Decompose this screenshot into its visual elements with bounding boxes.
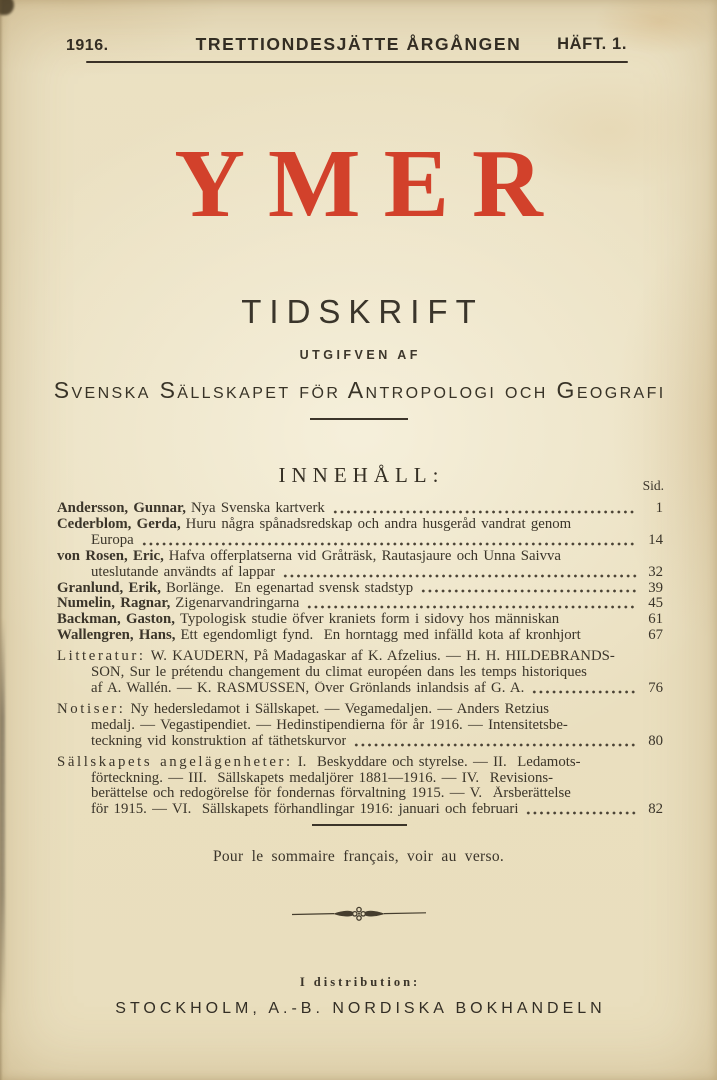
- leader-dots: [420, 587, 637, 594]
- toc-line: [57, 517, 663, 533]
- society-name: Svenska Sällskapet för Antropologi och Geografi: [53, 377, 666, 403]
- leader-dots: [525, 809, 637, 816]
- leader-dots: [332, 508, 637, 515]
- toc-entry-label: Cederblom, Gerda,: [57, 515, 181, 532]
- toc-entry-text: teckning vid konstruktion af täthetskurvor: [91, 733, 347, 749]
- toc-page-number: 82: [648, 801, 663, 818]
- toc-line: [57, 718, 663, 734]
- header-year: 1916.: [66, 37, 109, 54]
- toc-entry-text: I. Beskyddare och styrelse. — II. Ledamots-: [297, 754, 581, 770]
- toc-entries: [57, 501, 663, 818]
- toc-entry-text: förteckning. — III. Sällskapets medaljörer 1881—1916. — IV. Revisions-: [91, 770, 554, 786]
- toc-entry-text: Borlänge. En egenartad svensk stadstyp: [165, 580, 414, 596]
- toc-page-number: 45: [648, 595, 663, 612]
- toc-page-number: 80: [648, 732, 663, 749]
- toc-line: [57, 649, 663, 665]
- toc-entry: [57, 628, 663, 644]
- toc-line: [57, 802, 663, 818]
- toc-entry-text: Ny hedersledamot i Sällskapet. — Vegamedaljen. — Anders Retzius: [130, 701, 550, 717]
- toc-entry-text: W. KAUDERN, På Madagaskar af K. Afzelius. — H. H. HILDEBRANDS-: [150, 649, 615, 665]
- toc-entry: [57, 501, 663, 517]
- toc-entry-text: Typologisk studie öfver kraniets form i sidovy hos människan: [179, 612, 560, 628]
- header-rule: [86, 61, 628, 63]
- toc-entry-label: Litteratur:: [57, 648, 146, 665]
- toc-entry-label: Backman, Gaston,: [57, 611, 175, 628]
- toc-line: [57, 501, 663, 517]
- toc-entry-text: berättelse och redogörelse för fondernas förvaltning 1915. — V. Årsberättelse: [91, 786, 571, 802]
- leader-dots: [306, 603, 637, 610]
- toc-entry: [57, 517, 663, 549]
- toc-line: [57, 771, 663, 787]
- toc-entry: [57, 581, 663, 597]
- toc-line: [57, 533, 663, 549]
- leader-dots: [282, 572, 637, 579]
- toc-page-number: 61: [648, 611, 663, 628]
- toc-line: [57, 734, 663, 750]
- toc-page-number: 39: [648, 579, 663, 596]
- publisher-line: STOCKHOLM, A.-B. NORDISKA BOKHANDELN: [115, 1000, 606, 1017]
- toc-entry: [57, 596, 663, 612]
- toc-entry-text: SON, Sur le prétendu changement du climat européen dans les temps historiques: [91, 665, 587, 681]
- toc-entry-label: Granlund, Erik,: [57, 579, 161, 596]
- toc-entry: [57, 702, 663, 750]
- toc-entry-text: medalj. — Vegastipendiet. — Hedinstipendierna för år 1916. — Intensitetsbe-: [91, 717, 568, 733]
- journal-title: YMER: [174, 130, 566, 238]
- toc-entry-label: Wallengren, Hans,: [57, 627, 176, 644]
- toc-line: [57, 565, 663, 581]
- toc-line: [57, 581, 663, 597]
- toc-line: [57, 702, 663, 718]
- distribution-label: I distribution:: [299, 975, 421, 989]
- leader-dots: [141, 540, 637, 547]
- toc-entry-label: Sällskapets angelägenheter:: [57, 753, 293, 770]
- toc-entry-text: för 1915. — VI. Sällskapets förhandlingar 1916: januari och februari: [91, 802, 519, 818]
- toc-entry-text: Huru några spånadsredskap och andra husgeråd vandrat genom: [185, 516, 572, 532]
- toc-entry-label: von Rosen, Eric,: [57, 547, 164, 564]
- toc-entry-label: Notiser:: [57, 700, 126, 717]
- toc-entry-label: Andersson, Gunnar,: [57, 500, 186, 516]
- toc-line: [57, 596, 663, 612]
- toc-entry: [57, 755, 663, 819]
- toc-entry: [57, 612, 663, 628]
- toc-page-number: 67: [648, 627, 663, 644]
- toc-line: [57, 628, 663, 644]
- toc-entry-text: af A. Wallén. — K. RASMUSSEN, Över Grönlands inlandsis af G. A.: [91, 680, 525, 696]
- toc-bottom-rule: [312, 824, 407, 826]
- leader-dots: [561, 619, 637, 626]
- header-issue: HÄFT. 1.: [557, 35, 627, 53]
- journal-subtitle: TIDSKRIFT: [241, 293, 484, 330]
- toc-entry-text: Zigenarvandringarna: [175, 596, 300, 612]
- leader-dots: [531, 688, 637, 695]
- toc-line: [57, 549, 663, 565]
- toc-page-number: 1: [655, 500, 663, 516]
- society-rule: [310, 418, 408, 420]
- toc-line: [57, 681, 663, 697]
- toc-page-number: 76: [648, 679, 663, 696]
- toc-page-number: 14: [648, 531, 663, 548]
- toc-line: [57, 786, 663, 802]
- toc-entry-text: Europa: [91, 532, 134, 548]
- toc-entry-text: uteslutande användts af lappar: [91, 564, 276, 580]
- french-summary-note: Pour le sommaire français, voir au verso.: [212, 848, 505, 865]
- toc-line: [57, 665, 663, 681]
- toc-entry: [57, 549, 663, 581]
- imprint-line: UTGIFVEN AF: [299, 348, 421, 362]
- toc-entry-text: Hafva offerplatserna vid Gråträsk, Rautasjaure och Unna Saivva: [168, 548, 561, 564]
- toc-line: [57, 612, 663, 628]
- toc-heading: INNEHÅLL:: [278, 463, 445, 487]
- toc-entry-label: Numelin, Ragnar,: [57, 595, 171, 612]
- toc-line: [57, 755, 663, 771]
- header-volume: TRETTIONDESJÄTTE ÅRGÅNGEN: [195, 34, 522, 54]
- toc-entry-text: Ett egendomligt fynd. En horntagg med infälld kota af kronhjort: [180, 628, 581, 644]
- leader-dots: [353, 741, 637, 748]
- fleuron-divider-ornament: [292, 905, 426, 923]
- scan-streak-artifact: [0, 618, 5, 1013]
- toc-page-number: 32: [648, 563, 663, 580]
- page-column-label: Sid.: [642, 478, 664, 493]
- toc-entry-text: Nya Svenska kartverk: [190, 501, 325, 516]
- leader-dots: [583, 635, 637, 642]
- toc-entry: [57, 649, 663, 697]
